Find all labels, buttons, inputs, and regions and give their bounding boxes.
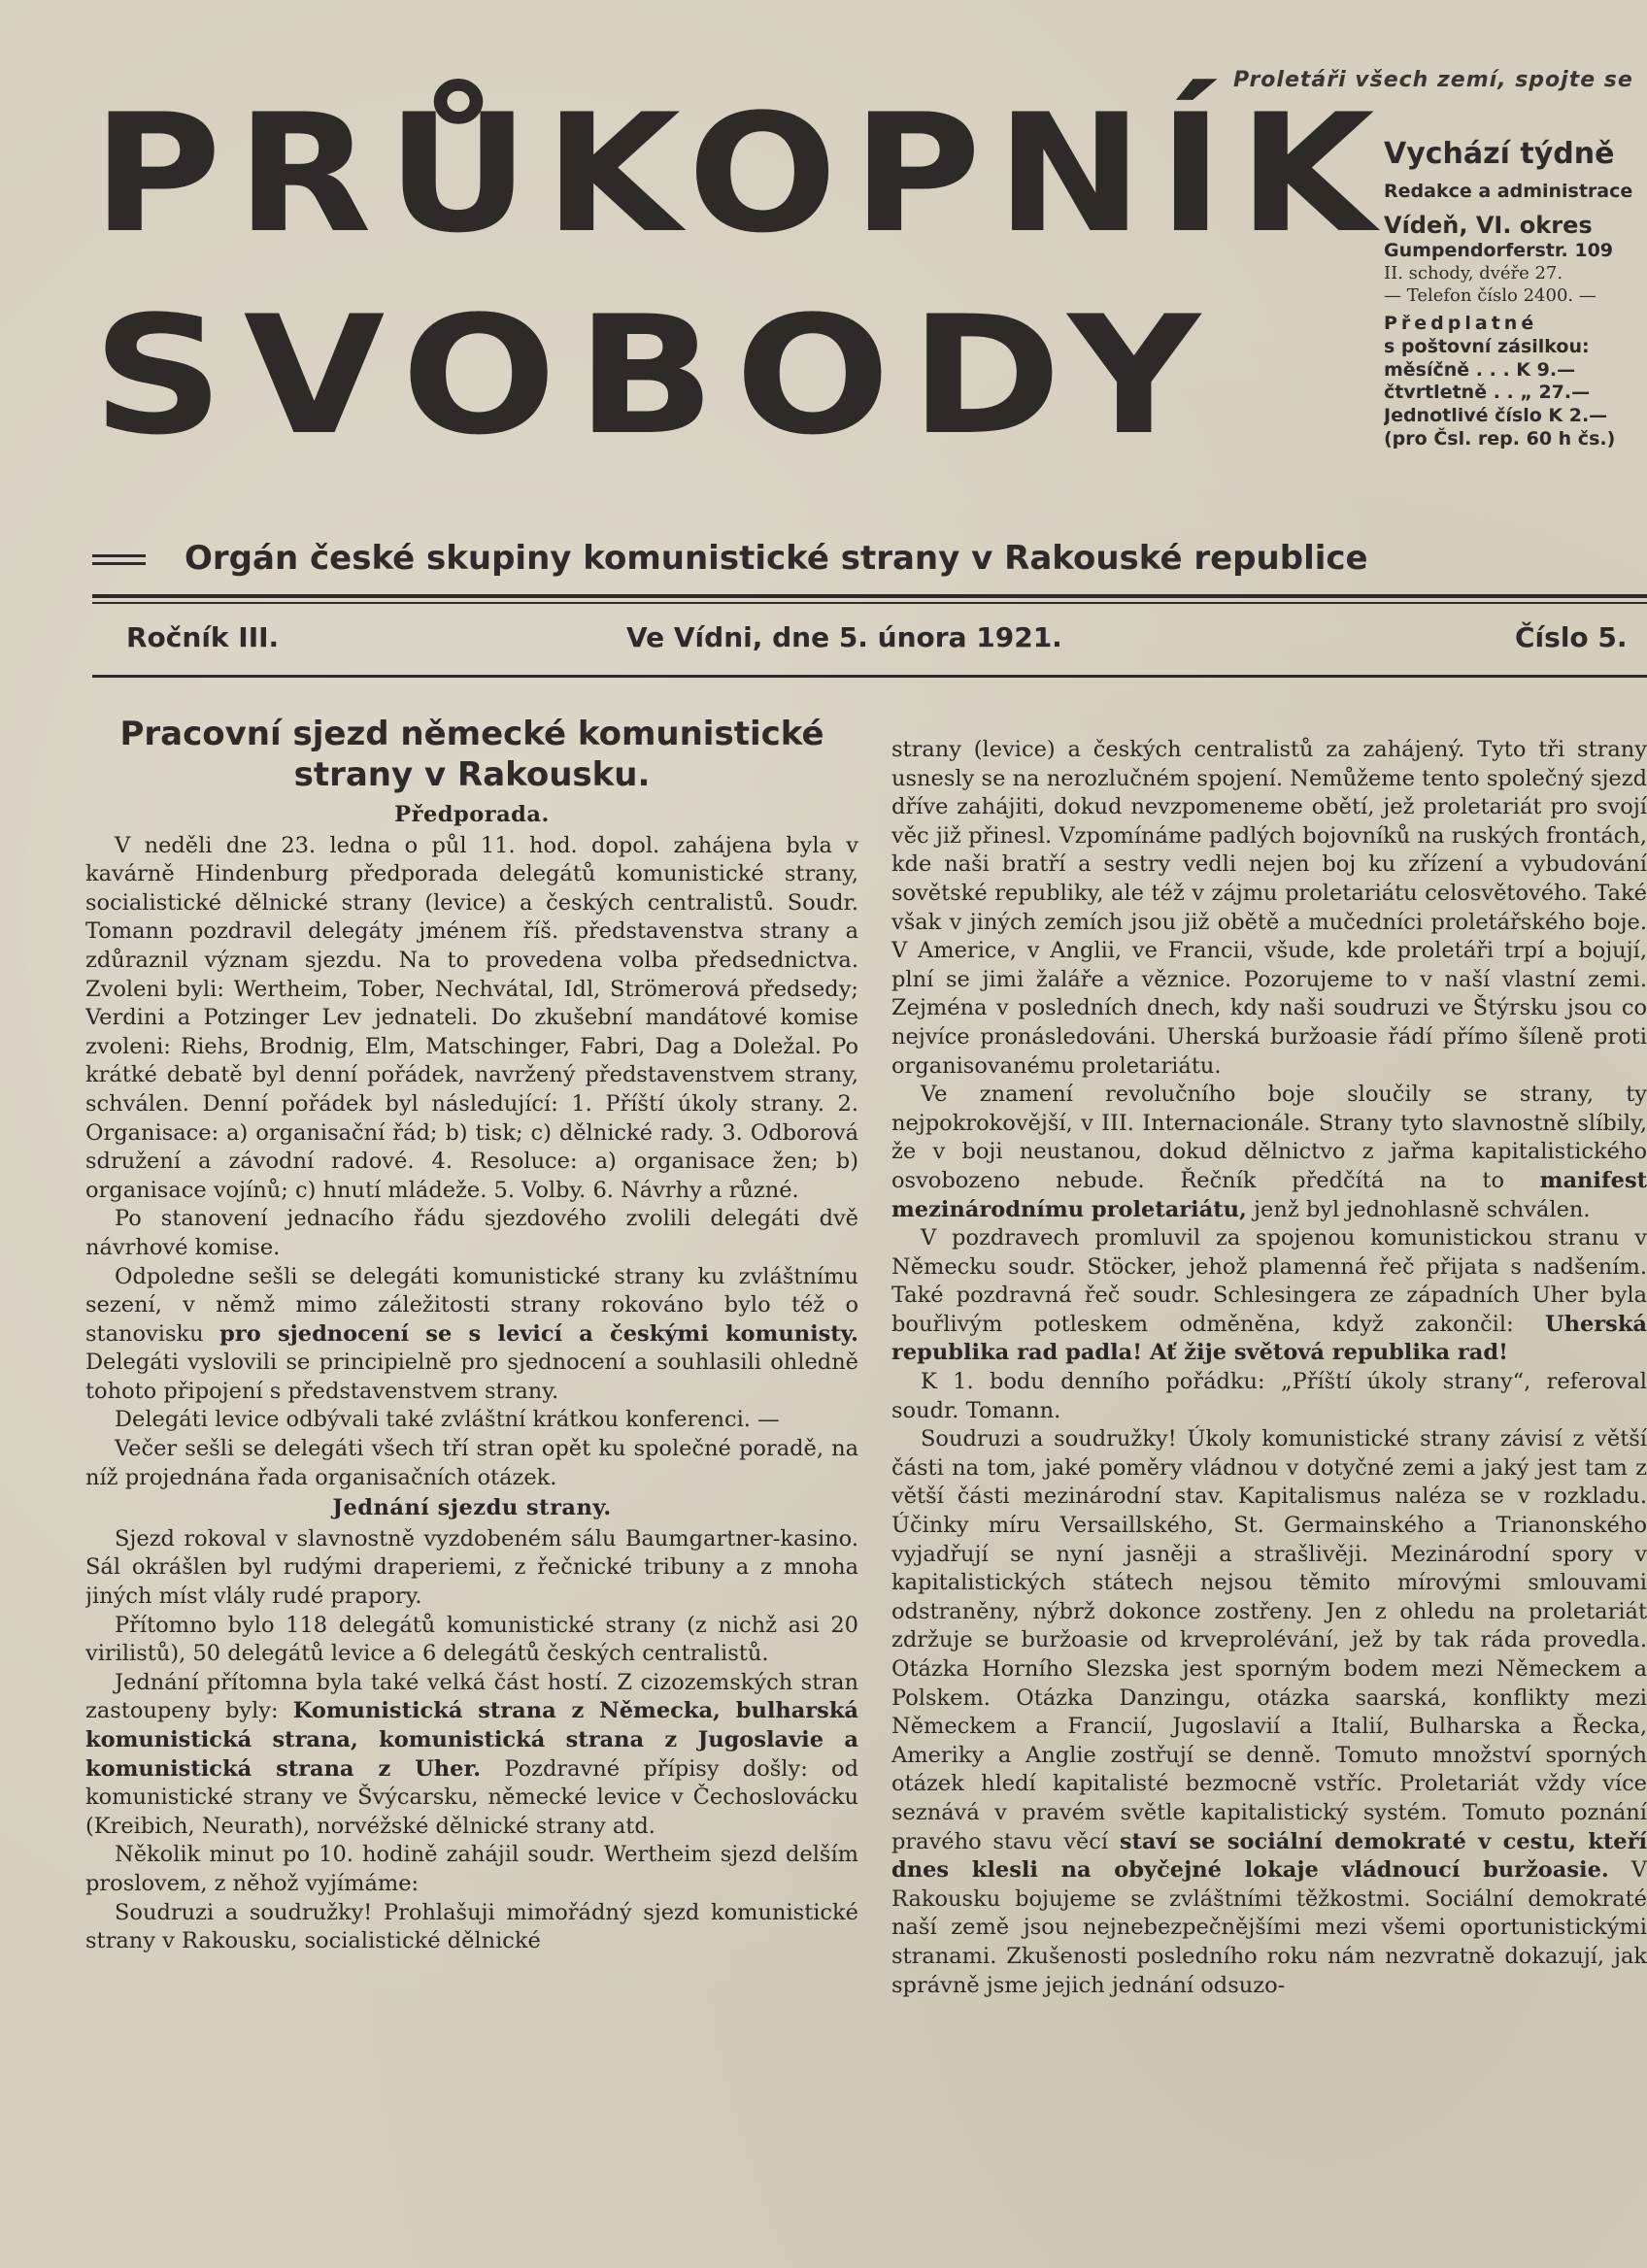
paragraph: Delegáti levice odbývali také zvláštní krátkou konferenci. — (115, 1407, 780, 1433)
paragraph-text: V pozdravech promluvil za spojenou komunistickou stranu v Německu soudr. Stöcker, jehož plamenná řeč přijata s nadšením. Také pozdravná řeč soudr. Schlesingera ze západních Uher byla bouřlivým potleskem odměněna, když zakončil: (891, 1225, 1647, 1337)
paragraph-emphasis: staví se sociální demokraté v cestu, kteří dnes klesli na obyčejné lokaje vládnoucí buržoasie. (891, 1828, 1647, 1884)
paragraph (891, 1081, 1647, 1224)
paragraph-text: Ve znamení revolučního boje sloučily se strany, ty nejpokrokovější, v III. Internacionále. Strany tyto slavnostně slíbily, že v boji neustanou, dokud dělnictvo z jařma kapitalistického osvobozeno nebude. Řečník předčítá na to (891, 1082, 1647, 1193)
subscription-postal: s poštovní zásilkou: (1384, 335, 1590, 357)
masthead-title-line1: PRŮKOPNÍK (92, 79, 1390, 269)
paragraph (891, 1425, 1647, 2000)
masthead-rule-thick (92, 594, 1647, 598)
frequency-note: Vychází týdně (1384, 137, 1615, 171)
masthead-rule-thin (92, 602, 1647, 604)
article-column-right (891, 736, 1647, 2268)
paragraph: Několik minut po 10. hodině zahájil soudr. Wertheim sjezd delším proslovem, z něhož vyjímáme: (85, 1842, 858, 1896)
subtitle-text: Orgán české skupiny komunistické strany v Rakouské republice (185, 539, 1368, 578)
masthead (92, 79, 1390, 471)
subscription-quarterly: čtvrtletně . . „ 27.— (1384, 382, 1591, 404)
office-city: Vídeň, VI. okres (1384, 212, 1593, 240)
paragraph: V neděli dne 23. ledna o půl 11. hod. dopol. zahájena byla v kavárně Hindenburg předporada delegátů komunistické strany, socialistické dělnické strany (levice) a českých centralistů. Soudr. Tomann pozdravil delegáty jménem říš. představenstva strany a zdůraznil význam sjezdu. Na to provedena volba předsednictva. Zvoleni byli: Wertheim, Tober, Nechvátal, Idl, Strömerová předsedy; Verdini a Potzinger Lev jednateli. Do zkušební mandátové komise zvoleni: Riehs, Brodnig, Elm, Matschinger, Fabri, Dag a Doležal. Po krátké debatě byl denní pořádek, navržený představenstvem strany, schválen. Denní pořádek byl následující: 1. Příští úkoly strany. 2. Organisace: a) organisační řád; b) tisk; c) dělnické rady. 3. Odborová sdružení a závodní radové. 4. Resoluce: a) organisace žen; b) organisace vojínů; c) hnutí mládeže. 5. Volby. 6. Návrhy a různé. (85, 832, 858, 1203)
publication-info-box (1384, 136, 1647, 451)
article-headline-line1: Pracovní sjezd německé komunistické (119, 715, 824, 753)
paragraph: strany (levice) a českých centralistů za zahájený. Tyto tři strany usnesly se na nerozlučném spojení. Nemůžeme tento společný sjezd dříve zahájiti, dokud nevzpomeneme obětí, jež proletariát pro svojí věc již přinesl. Vzpomínáme padlých bojovníků na ruských frontách, kde naši bratří a sestry vedli nejen boj ku zřízení a vybudování sovětské republiky, ale též v zájmu proletariátu celosvětového. Také však v jiných zemích jsou již obětě a mučedníci proletářského boje. V Americe, v Anglii, ve Francii, všude, kde proletáři trpí a bojují, plní se jimi žaláře a věznice. Pozorujeme to v naší vlastní zemi. Zejména v posledních dnech, kdy naši soudruzi ve Štýrsku jsou co nejvíce pronásledováni. Uherská buržoasie řádí přímo šíleně proti organisovanému proletariátu. (891, 737, 1647, 1079)
paragraph-text: jenž byl jednohlasně schválen. (1254, 1196, 1591, 1222)
paragraph: Sjezd rokoval v slavnostně vyzdobeném sálu Baumgartner-kasino. Sál okrášlen byl rudými draperiemi, z řečnické tribuny a z mnoha jiných míst vlály rudé prapory. (85, 1525, 858, 1610)
paragraph-text: Pozdravné přípisy došly: od komunistické strany ve Švýcarsku, německé levice v Čechoslovácku (Kreibich, Neurath), norvéžské dělnické strany atd. (85, 1755, 858, 1839)
paragraph (891, 1224, 1647, 1368)
single-issue-price-csr: (pro Čsl. rep. 60 h čs.) (1384, 427, 1616, 450)
paragraph: Večer sešli se delegáti všech tří stran opět ku společné poradě, na níž projednána řada organisačních otázek. (85, 1436, 858, 1490)
paragraph: Přítomno bylo 118 delegátů komunistické strany (z nichž asi 20 virilistů), 50 delegátů levice a 6 delegátů českých centralistů. (85, 1612, 858, 1667)
article-headline-line2: strany v Rakousku. (293, 755, 651, 794)
section-heading-preconference: Předporada. (394, 802, 550, 827)
paragraph-emphasis: Komunistická strana z Německa, bulharská komunistická strana, komunistická strana z Jugoslavie a komunistická strana z Uher. (85, 1698, 858, 1782)
subtitle-dash-decoration (92, 554, 146, 565)
single-issue-price: Jednotlivé číslo K 2.— (1384, 405, 1608, 426)
paragraph (85, 1263, 858, 1407)
section-heading-congress: Jednání sjezdu strany. (332, 1495, 612, 1521)
paragraph: K 1. bodu denního pořádku: „Příští úkoly strany“, referoval soudr. Tomann. (891, 1369, 1647, 1423)
paragraph-text: Jednání přítomna byla také velká část hostí. Z cizozemských stran zastoupeny byly: (85, 1669, 858, 1724)
dateline-rule (92, 675, 1647, 678)
masthead-subtitle (92, 539, 1646, 578)
subscription-label: Předplatné (1384, 313, 1538, 334)
issue-number: Číslo 5. (1515, 621, 1628, 653)
motto: Proletáři všech zemí, spojte se (1233, 68, 1633, 92)
masthead-title-line2: SVOBODY (92, 281, 1221, 471)
article-column-left (85, 714, 858, 2267)
paragraph-emphasis: pro sjednocení se s levicí a českými komunisty. (219, 1320, 858, 1347)
office-street: Gumpendorferstr. 109 (1384, 240, 1614, 262)
paragraph-emphasis: manifest mezinárodnímu proletariátu, (891, 1167, 1647, 1222)
office-phone: — Telefon číslo 2400. — (1384, 284, 1597, 306)
subscription-monthly: měsíčně . . . K 9.— (1384, 358, 1576, 381)
editorial-office-label: Redakce a administrace (1384, 180, 1633, 202)
paragraph-text: Odpoledne sešli se delegáti komunistické strany ku zvláštnímu sezení, v němž mimo záležitosti strany rokováno bylo též o stanovisku (85, 1263, 858, 1347)
paragraph-text: V Rakousku bojujeme se zvláštními těžkostmi. Sociální demokraté naší země jsou nejnebezpečnějšími mezi všemi oportunistickými stranami. Zkušenosti posledního roku nám nezvratně dokazují, jak správně jsme jejich jednání odsuzo- (891, 1857, 1647, 1998)
paragraph-emphasis: Uherská republika rad padla! Ať žije světová republika rad! (891, 1311, 1647, 1366)
issue-date: Ve Vídni, dne 5. února 1921. (626, 621, 1062, 653)
article-headline (85, 714, 858, 795)
volume-number: Ročník III. (126, 621, 280, 653)
paragraph-text: Delegáti vyslovili se principielně pro sjednocení a souhlasili ohledně tohoto připojení s představenstvem strany. (85, 1350, 858, 1404)
paragraph: Po stanovení jednacího řádu sjezdového zvolili delegáti dvě návrhové komise. (85, 1206, 858, 1260)
paragraph (85, 1669, 858, 1842)
paragraph: Soudruzi a soudružky! Prohlašuji mimořádný sjezd komunistické strany v Rakousku, socialistické dělnické (85, 1899, 858, 1954)
paragraph-text: Soudruzi a soudružky! Úkoly komunistické strany závisí z větší části na tom, jaké poměry vládnou v dotyčné zemi a jaký jest tam z větší části mezinárodní stav. Kapitalismus naléza se v rozkladu. Účinky míru Versaillského, St. Germainského a Trianonského vyjadřují se nyní jasněji a strašlivěji. Mezinárodní spory v kapitalistických státech nejsou těmito mírovými smlouvami odstraněny, nýbrž dokonce zostřeny. Jen z ohledu na proletariát zdržuje se buržoasie od krveprolévání, jež by tak ráda provedla. Otázka Horního Slezska jest sporným bodem mezi Německem a Polskem. Otázka Danzingu, otázka saarská, konflikty mezi Německem a Francií, Jugoslavií a Italií, Bulharska a Řecka, Ameriky a Anglie zostřují se denně. Tomuto množství sporných otázek hledí kapitalisté bezmocně vstříc. Proletariát vždy více seznává v pravém světle kapitalistický systém. Tomuto poznání pravého stavu věcí (891, 1426, 1647, 1854)
office-stairs: II. schody, dvéře 27. (1384, 263, 1563, 284)
